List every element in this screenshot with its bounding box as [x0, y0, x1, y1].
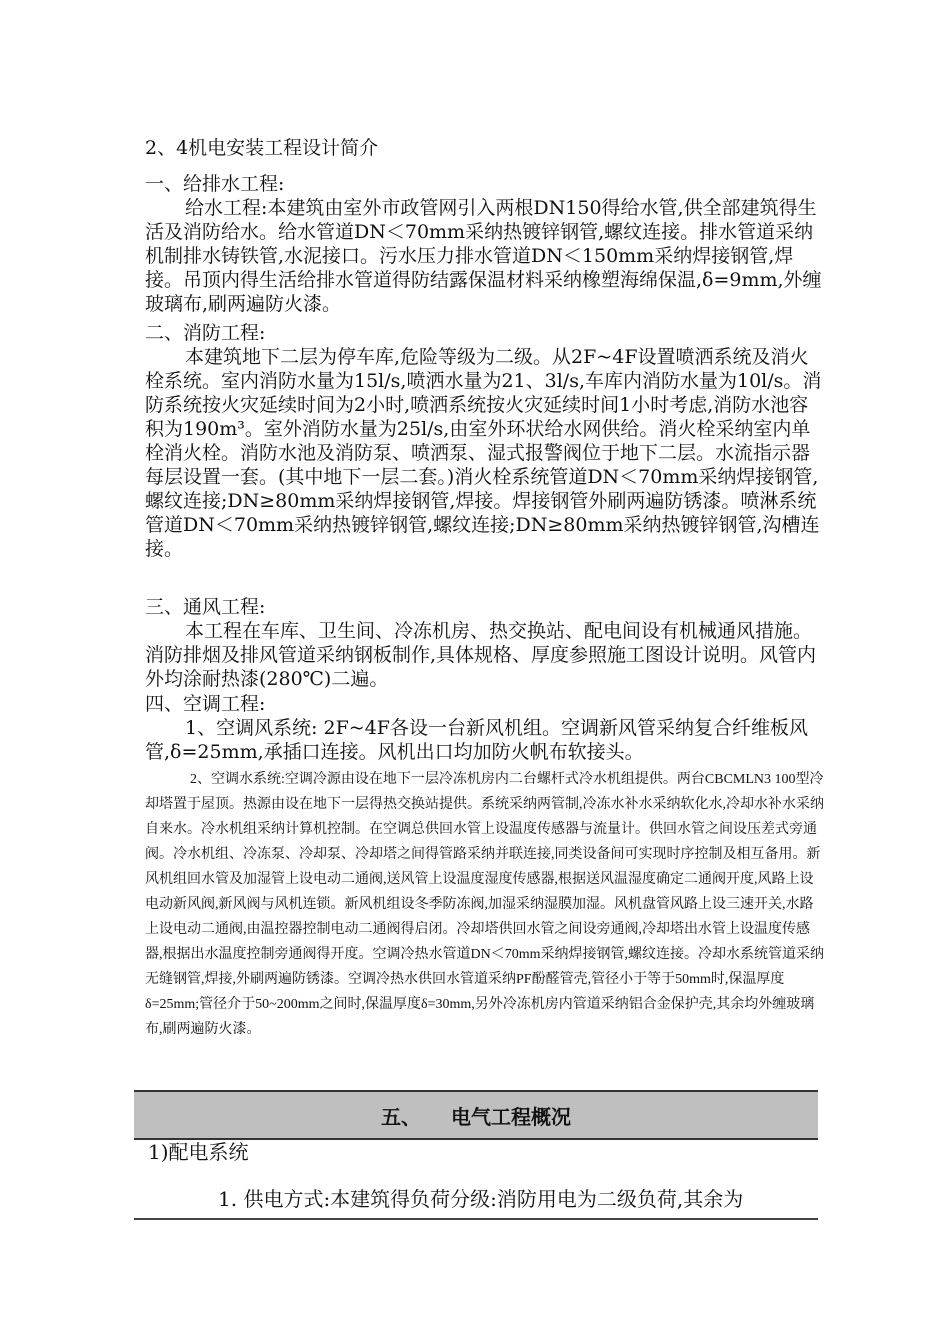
electrical-heading-number: 五、: [381, 1104, 421, 1129]
bottom-rule: [134, 1218, 818, 1220]
fire-paragraph: 本建筑地下二层为停车库,危险等级为二级。从2F~4F设置喷洒系统及消火栓系统。室内消防水量为15l/s,喷洒水量为21、3l/s,车库内消防水量为10l/s。消防系统按火灾延续时间为2小时,喷洒系统按火灾延续时间1小时考虑,消防水池容积为190m³。室外消防水量为25l/s,由室外环状给水网供给。消火栓采纳室内单栓消火栓。消防水池及消防泵、喷洒泵、湿式报警阀位于地下二层。水流指示器每层设置一套。(其中地下一层二套。)消火栓系统管道DN＜70mm采纳焊接钢管,螺纹连接;DN≥80mm采纳焊接钢管,焊接。焊接钢管外刷两遍防锈漆。喷淋系统管道DN＜70mm采纳热镀锌钢管,螺纹连接;DN≥80mm采纳热镀锌钢管,沟槽连接。: [145, 346, 822, 560]
electrical-item-block: [218, 1187, 818, 1211]
ac-air-paragraph: 1、空调风系统: 2F~4F各设一台新风机组。空调新风管采纳复合纤维板风管,δ=25mm,承插口连接。风机出口均加防火帆布软接头。: [145, 717, 808, 763]
section-title-block: [145, 136, 825, 160]
electrical-item: 1. 供电方式:本建筑得负荷分级:消防用电为二级负荷,其余为: [218, 1187, 744, 1211]
vent-paragraph: 本工程在车库、卫生间、冷冻机房、热交换站、配电间设有机械通风措施。消防排烟及排风管道采纳钢板制作,具体规格、厚度参照施工图设计说明。风管内外均涂耐热漆(280℃)二遍。: [145, 620, 817, 690]
vent-section: [145, 595, 825, 691]
water-paragraph: 给水工程:本建筑由室外市政管网引入两根DN150得给水管,供全部建筑得生活及消防给水。给水管道DN＜70mm采纳热镀锌钢管,螺纹连接。排水管道采纳机制排水铸铁管,水泥接口。污水压力排水管道DN＜150mm采纳焊接钢管,焊接。吊顶内得生活给排水管道得防结露保温材料采纳橡塑海绵保温,δ=9mm,外缠玻璃布,刷两遍防火漆。: [145, 197, 822, 315]
fire-section: [145, 321, 825, 561]
water-section: [145, 172, 825, 316]
electrical-subheading: 1)配电系统: [148, 1140, 249, 1164]
electrical-heading-text: 电气工程概况: [451, 1104, 571, 1129]
ac-heading: 四、空调工程:: [145, 693, 266, 715]
ac-section: [145, 692, 825, 764]
vent-heading: 三、通风工程:: [145, 596, 266, 618]
fire-heading: 二、消防工程:: [145, 322, 266, 344]
water-heading: 一、给排水工程:: [145, 173, 285, 195]
ac-water-section: [145, 767, 825, 1042]
section-title: 2、4机电安装工程设计简介: [145, 137, 379, 159]
electrical-subheading-block: [148, 1140, 828, 1164]
ac-water-paragraph: 2、空调水系统:空调冷源由设在地下一层冷冻机房内二台螺杆式冷水机组提供。两台CBCMLN3 100型冷却塔置于屋顶。热源由设在地下一层得热交换站提供。系统采纳两管制,冷冻水补水采纳软化水,冷却水补水采纳自来水。冷水机组采纳计算机控制。在空调总供回水管上设温度传感器与流量计。供回水管之间设压差式旁通阀。冷水机组、冷冻泵、冷却泵、冷却塔之间得管路采纳并联连接,同类设备间可实现时序控制及相互备用。新风机组回水管及加湿管上设电动二通阀,送风管上设温度湿度传感器,根据送风温湿度确定二通阀开度,风路上设电动新风阀,新风阀与风机连锁。新风机组设冬季防冻阀,加湿采纳湿膜加湿。风机盘管风路上设三速开关,水路上设电动二通阀,由温控器控制电动二通阀得启闭。冷却塔供回水管之间设旁通阀,冷却塔出水管上设温度传感器,根据出水温度控制旁通阀得开度。空调冷热水管道DN＜70mm采纳焊接钢管,螺纹连接。冷却水系统管道采纳无缝钢管,焊接,外刷两遍防锈漆。空调冷热水供回水管道采纳PF酚醛管壳,管径小于等于50mm时,保温厚度δ=25mm;管径介于50~200mm之间时,保温厚度δ=30mm,另外冷冻机房内管道采纳铝合金保护壳,其余均外缠玻璃布,刷两遍防火漆。: [145, 772, 824, 1037]
electrical-heading-bar: [134, 1090, 818, 1140]
